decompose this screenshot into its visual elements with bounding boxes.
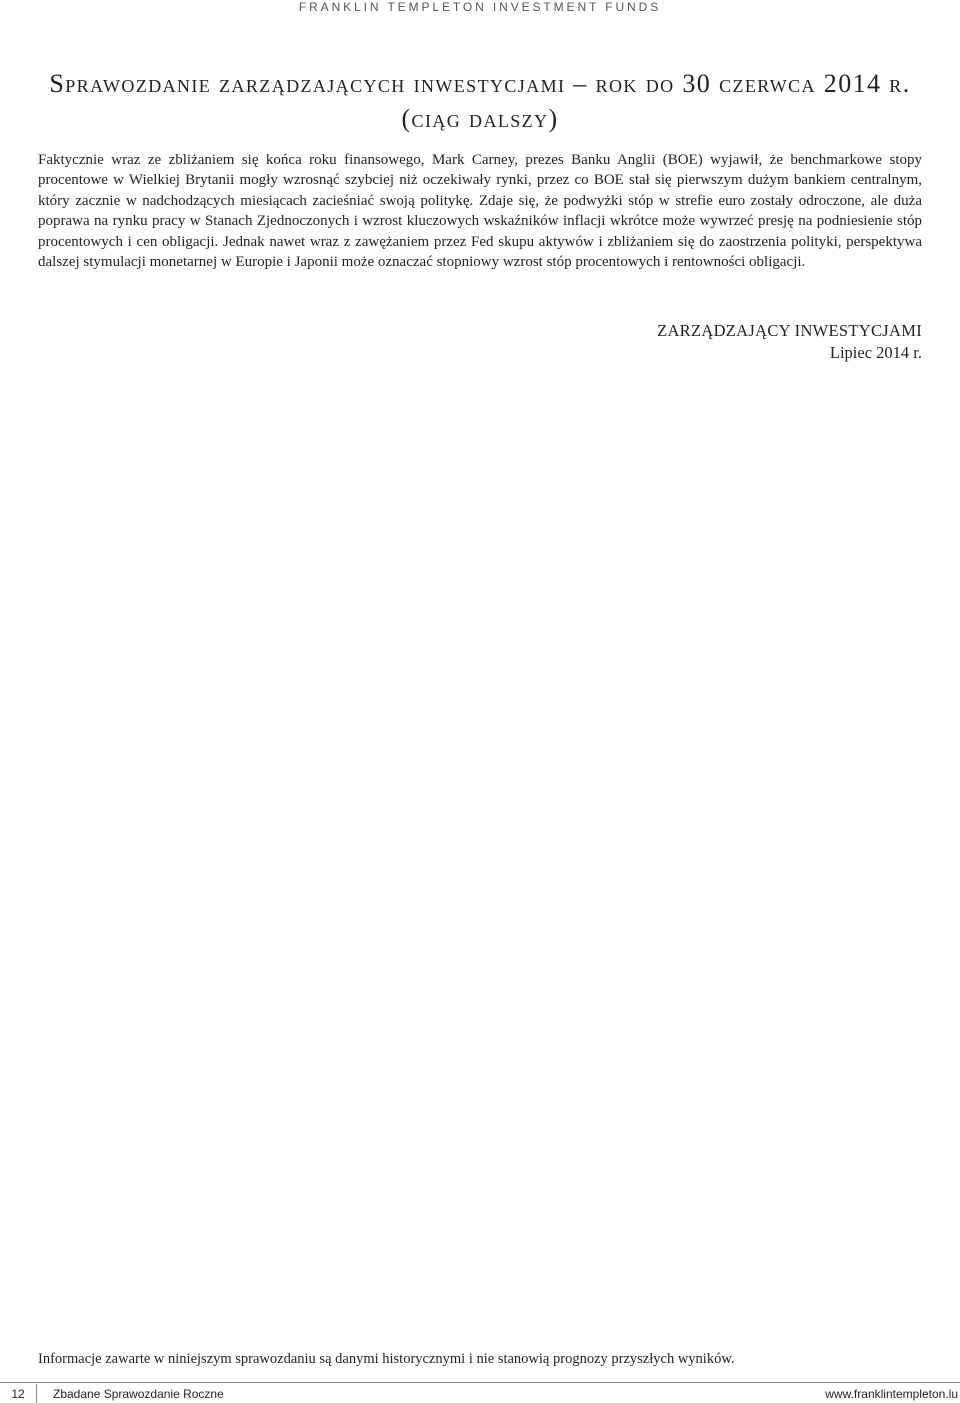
page-title-line-2: (ciąg dalszy) (401, 104, 559, 133)
signature-date: Lipiec 2014 r. (829, 343, 922, 362)
header-brand: FRANKLIN TEMPLETON INVESTMENT FUNDS (298, 0, 662, 14)
footer-rule (0, 1382, 960, 1383)
website-link[interactable]: www.franklintempleton.lu (825, 1387, 958, 1401)
signature-role: ZARZĄDZAJĄCY INWESTYCJAMI (657, 321, 922, 340)
report-name: Zbadane Sprawozdanie Roczne (53, 1387, 224, 1401)
page-footer (0, 1384, 960, 1403)
page-title (0, 66, 960, 136)
signature-block (657, 320, 922, 364)
page-number: 12 (11, 1387, 25, 1401)
page-title-line-1: Sprawozdanie zarządzających inwestycjami – rok do 30 czerwca 2014 r. (49, 69, 911, 98)
footer-divider (36, 1384, 37, 1403)
body-paragraph: Faktycznie wraz ze zbliżaniem się końca roku finansowego, Mark Carney, prezes Banku Anglii (BOE) wyjawił, że benchmarkowe stopy procentowe w Wielkiej Brytanii mogły wzrosnąć szybciej niż oczekiwały rynki, przez co BOE stał się pierwszym dużym bankiem centralnym, który zacznie w nadchodzących miesiącach zacieśniać swoją politykę. Zdaje się, że podwyżki stóp w strefie euro zostały odroczone, ale duża poprawa na rynku pracy w Stanach Zjednoczonych i wzrost kluczowych wskaźników inflacji wkrótce może wywrzeć presję na podniesienie stóp procentowych i cen obligacji. Jednak nawet wraz z zawężaniem przez Fed skupu aktywów i zbliżaniem się do zaostrzenia polityki, perspektywa dalszej stymulacji monetarnej w Europie i Japonii może oznaczać stopniowy wzrost stóp procentowych i rentowności obligacji. (38, 152, 922, 271)
disclaimer-text: Informacje zawarte w niniejszym sprawozdaniu są danymi historycznymi i nie stanowią prognozy przyszłych wyników. (38, 1351, 735, 1367)
